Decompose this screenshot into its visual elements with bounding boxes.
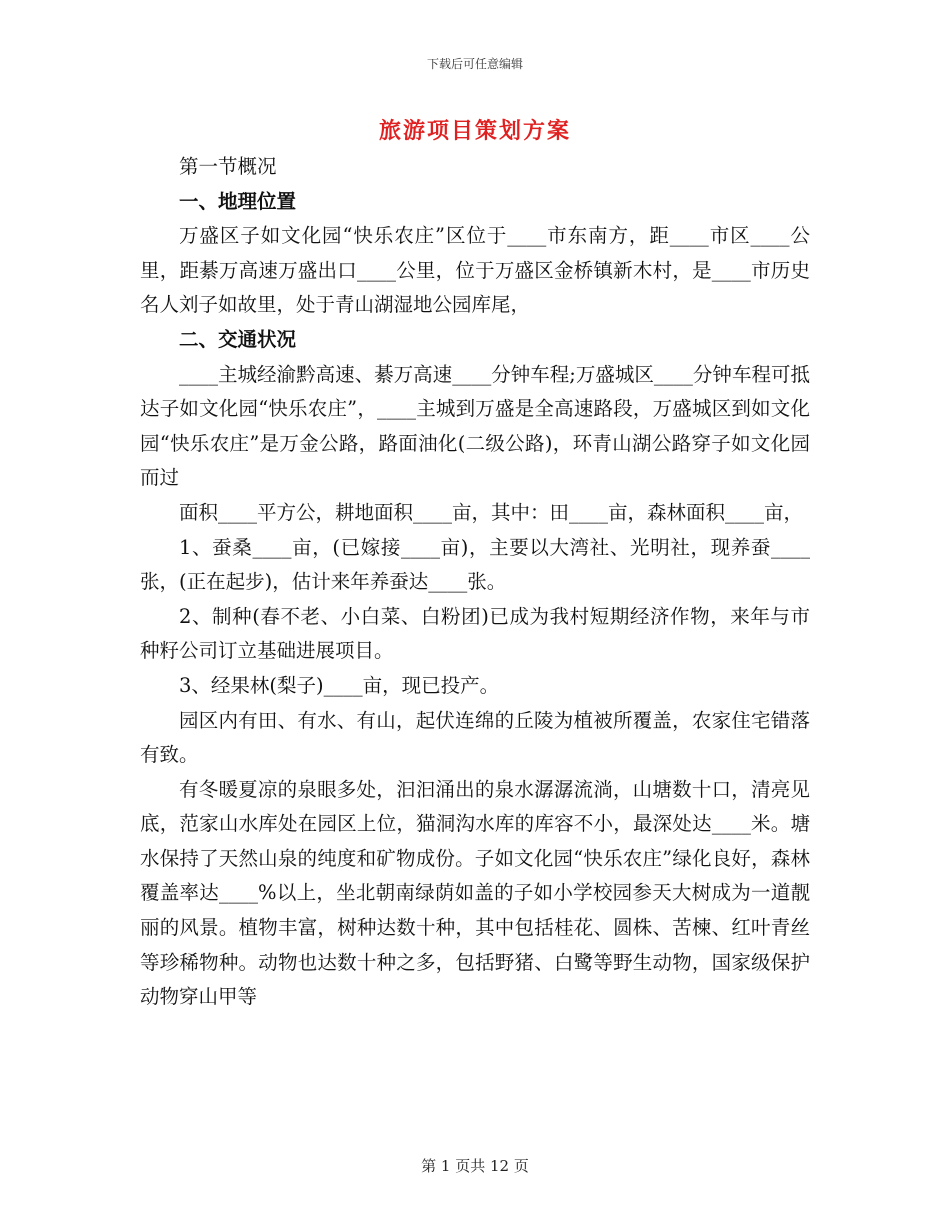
paragraph-traffic: ____主城经渝黔高速、綦万高速____分钟车程;万盛城区____分钟车程可抵达子如文化园“快乐农庄”，____主城到万盛是全高速路段，万盛城区到如文化园“快乐农庄”是万金公路，路面油化(二级公路)，环青山湖公路穿子如文化园而过: [140, 362, 810, 490]
paragraph-location: 万盛区子如文化园“快乐农庄”区位于____市东南方，距____市区____公里，距綦万高速万盛出口____公里，位于万盛区金桥镇新木村，是____市历史名人刘子如故里，处于青山湖湿地公园库尾，: [140, 224, 810, 317]
document-body: [140, 150, 810, 1015]
paragraph-item-2: 2、制种(春不老、小白菜、白粉团)已成为我村短期经济作物，来年与市种籽公司订立基础进展项目。: [140, 604, 810, 663]
paragraph-resources: 有冬暖夏凉的泉眼多处，汩汩涌出的泉水潺潺流淌，山塘数十口，清亮见底，范家山水库处在园区上位，猫洞沟水库的库容不小，最深处达____米。塘水保持了天然山泉的纯度和矿物成份。子如文化园“快乐农庄”绿化良好，森林覆盖率达____%以上，坐北朝南绿荫如盖的子如小学校园参天大树成为一道靓丽的风景。植物丰富，树种达数十种，其中包括桂花、圆株、苦楝、红叶青丝等珍稀物种。动物也达数十种之多，包括野猪、白鹭等野生动物，国家级保护动物穿山甲等: [140, 777, 810, 1009]
heading-location: 一、地理位置: [179, 189, 297, 213]
paragraph-area: 面积____平方公，耕地面积____亩，其中：田____亩，森林面积____亩，: [179, 500, 804, 524]
paragraph-item-3: 3、经果林(梨子)____亩，现已投产。: [179, 673, 500, 697]
page-header-note: 下载后可任意编辑: [426, 57, 523, 71]
paragraph-item-1: 1、蚕桑____亩，(已嫁接____亩)，主要以大湾社、光明社，现养蚕____张，(正在起步)，估计来年养蚕达____张。: [140, 535, 810, 594]
page-footer: 第 1 页共 12 页: [421, 1157, 529, 1175]
heading-traffic: 二、交通状况: [179, 327, 297, 351]
section-heading: 第一节概况: [179, 155, 277, 178]
document-title: 旅游项目策划方案: [378, 118, 571, 144]
paragraph-landscape: 园区内有田、有水、有山，起伏连绵的丘陵为植被所覆盖，农家住宅错落有致。: [140, 708, 810, 767]
